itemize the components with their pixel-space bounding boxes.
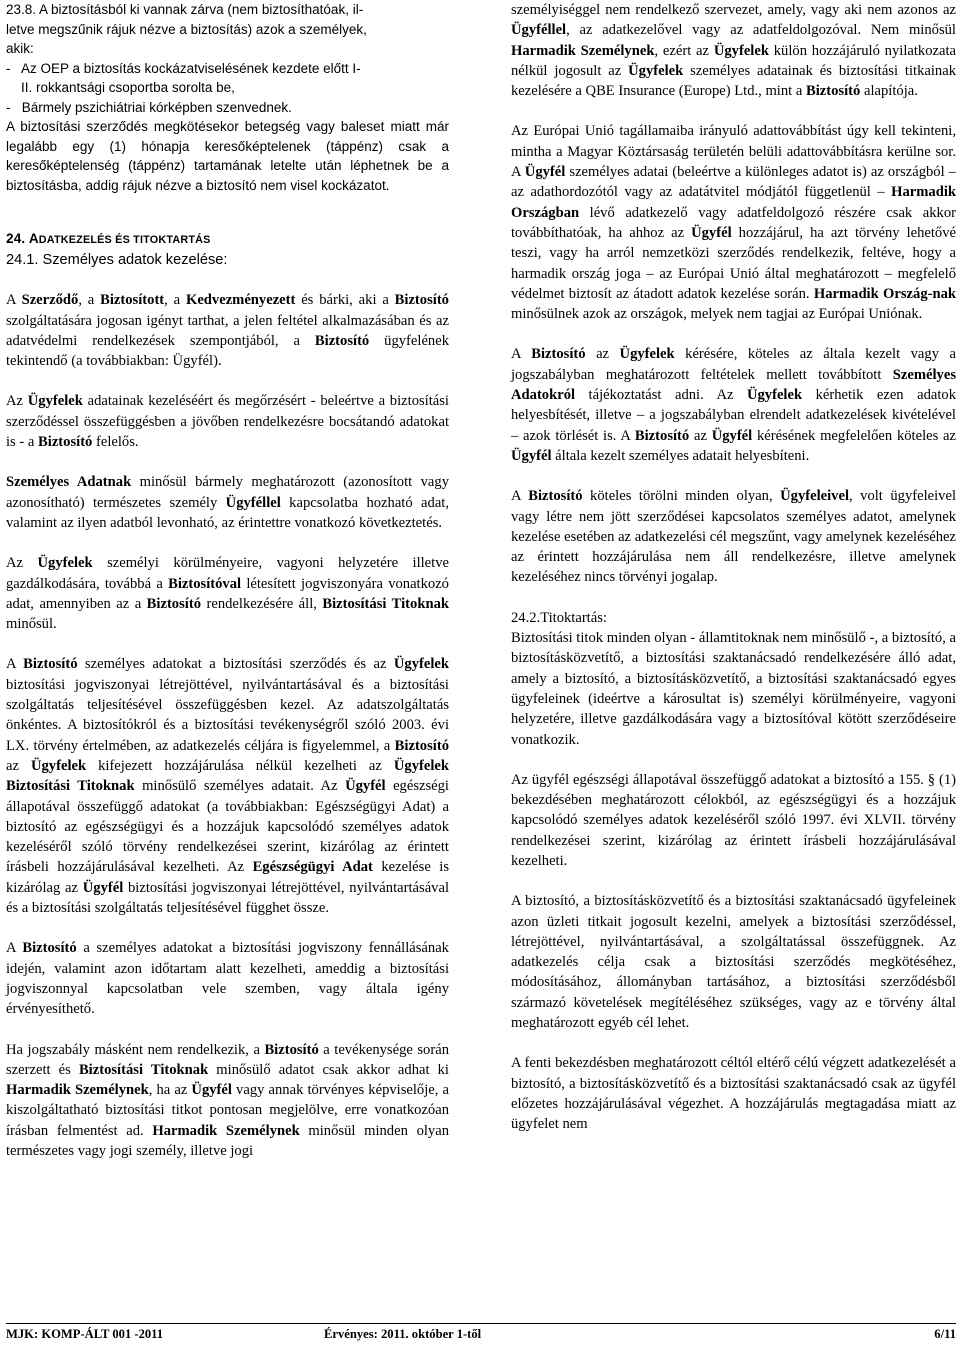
text-run: kezelése is kizárólag az <box>6 859 449 896</box>
subheading-24-1: 24.1. Személyes adatok kezelése: <box>6 252 228 268</box>
text-run: adatainak kezeléséért és megőrzésért - beleértve a biztosítási szerződéssel összefüggésben a jövőben rendelkezésre bocsátandó adatokat is - a <box>6 393 449 451</box>
incapacity-paragraph: A biztosítási szerződés megkötésekor betegség vagy baleset miatt már legalább egy (1) hónapja keresőképtelenek (táppénz) csak a keresőképtelenség (táppénz) tartamának letelte után léphetnek be a biztosításba, addig rájuk nézve a biztosító nem visel kockázatot. <box>6 119 449 193</box>
text-run: szolgáltatására jogosan igényt tarthat, a jelen feltétel alkalmazásában és az adatvédelmi rendelkezések szempontjából, a <box>6 312 449 349</box>
bold-term: Biztosítási Titoknak <box>78 1061 209 1078</box>
text-run: általa kezelt személyes adatait helyesbíteni. <box>551 447 810 464</box>
text-run: A <box>511 488 529 505</box>
bold-term: Biztosító <box>22 940 77 957</box>
bold-term: Ügyfelek <box>746 387 803 404</box>
bold-term: Harmadik Személynek <box>511 42 655 59</box>
exclusion-line-5: II. rokkantsági csoportba sorolta be, <box>6 80 235 95</box>
bold-term: Biztosítóval <box>168 575 242 592</box>
text-run: minősülő személyes adatait. Az <box>134 778 346 795</box>
text-run: A <box>6 292 22 309</box>
third-party-continuation-paragraph <box>511 0 956 101</box>
bold-term: Biztosító <box>264 1041 319 1058</box>
heading-number: 24. <box>6 231 26 246</box>
text-run: , az adatkezelővel vagy az adatfeldolgozóval. Nem minősül <box>566 22 956 39</box>
bold-term: Biztosító <box>634 427 690 444</box>
text-run: és bárki, aki a <box>295 292 395 309</box>
document-code: MJK: KOMP-ÁLT 001 -2011 <box>6 1327 164 1341</box>
data-responsibility-paragraph <box>6 391 449 452</box>
bold-term: Szerződő <box>21 292 79 309</box>
text-run: felelős. <box>92 434 139 451</box>
heading-title-initial: A <box>28 231 39 246</box>
left-column <box>6 0 449 1161</box>
text-run: az <box>6 757 31 774</box>
text-run: vagy annak törvényes képviselője, a kiszolgáltatható biztosítási titkot pontosan megjelölve, erre vonatkozóan írásban felmentést ad. <box>6 1082 449 1139</box>
personal-data-definition-paragraph <box>6 472 449 533</box>
text-run: biztosítási jogviszonyai létrejöttével, nyilvántartásával és a biztosítási szolgáltatás teljesítésével összefüggésben kezel. Az adatszolgáltatás önkéntes. A biztosítókról és a biztosítási tevékenységről szóló 2003. évi LX. törvény értelmében, az adatkezelés céljára is figyelemmel, a <box>6 676 449 754</box>
bold-term: Biztosító <box>528 488 583 505</box>
bold-term: Harmadik Személynek <box>6 1082 149 1099</box>
text-run: kifejezett hozzájárulása nélkül kezelheti az <box>86 757 394 774</box>
health-data-paragraph <box>511 770 956 871</box>
text-run: , a <box>164 292 186 309</box>
text-run: Az <box>6 393 28 410</box>
bold-term: Biztosító <box>146 595 201 612</box>
retention-paragraph <box>6 938 449 1019</box>
text-run: A <box>511 346 532 363</box>
text-run: kérhetik ezen adatok helyesbítését, illetve – a jogszabályban elrendelt adatkezelések kivételével – azok törlését is. A <box>511 387 956 444</box>
bold-term: Ügyfelek <box>37 555 93 572</box>
bold-term: Biztosító <box>394 292 449 309</box>
text-run: A biztosító, a biztosításközvetítő és a biztosítási szaktanácsadó ügyfeleinek azon üzleti titkait jogosult kezelni, amelyek a biztosítási szerződéssel, létrejöttével, nyilvántartásával, a szolgáltatással összefüggnek. Az adatkezelés célja csak a biztosítási szerződés megkötéséhez, módosításához, állományban tartásához, a biztosítási szerződésből származó követelések megítéléséhez szükséges, vagy az e törvény által meghatározott egyéb cél lehet. <box>511 893 956 1032</box>
validity-date: Érvényes: 2011. október 1-től <box>324 1327 482 1341</box>
bold-term: Biztosítási Titoknak <box>322 595 449 612</box>
text-run: lévő adatkezelő vagy adatfeldolgozó részére csak akkor továbbíthatóak, ha ahhoz az <box>511 204 956 241</box>
bold-term: Ügyféllel <box>225 494 281 511</box>
bold-term: Ügyféllel <box>511 22 567 39</box>
text-run: az <box>585 346 620 363</box>
page-number: 6/11 <box>934 1327 956 1341</box>
exclusion-line-4: - Az OEP a biztosítás kockázatviselésének kezdete előtt I- <box>6 60 361 76</box>
text-run: egészségi állapotával összefüggő adatokat (a továbbiakban: Egészségügyi Adat) a biztosító az egészségügyi és a hozzájuk kapcsolódó személyes adatok kezeléséről szóló törvény rendelkezései szerint, kizárólag az érintett írásbeli hozzájárulásával kezelheti. Az <box>6 778 449 876</box>
text-run: a tevékenysége során szerzett és <box>6 1041 449 1078</box>
text-run: kérésének megfelelően köteles az <box>752 427 956 444</box>
text-run: a személyes adatokat a biztosítási jogviszony fennállásának idején, valamint azon időtartam alatt kezelheti, ameddig a biztosítási jogviszonnyal kapcsolatban vele szemben, vagy általa igény érvényesíthető. <box>6 940 449 1018</box>
text-run: kapcsolatba hozható adat, valamint az ilyen adatból levonható, az érintettre vonatkozó következtetés. <box>6 494 449 531</box>
data-processing-paragraph <box>6 654 449 918</box>
bold-term: Ügyfél <box>711 427 753 444</box>
subheading-24-2: 24.2.Titoktartás: <box>511 609 607 626</box>
text-run: , a <box>78 292 101 309</box>
bold-term: Ügyfél <box>691 224 732 241</box>
bold-term: Biztosított <box>100 292 165 309</box>
text-run: személyes adatainak és biztosítási titkainak kezelésére a QBE Insurance (Europe) Ltd., mint a <box>511 62 956 100</box>
deletion-paragraph <box>511 486 956 587</box>
bold-term: Ügyfelek <box>27 393 83 410</box>
bold-term: Biztosító <box>314 332 370 349</box>
exclusion-line-3: akik: <box>6 41 34 56</box>
text-run: A fenti bekezdésben meghatározott céltól eltérő célú végzett adatkezelését a biztosító, a biztosításközvetítő és a biztosítási szaktanácsadó csak az ügyfél előzetes hozzájárulásával végezhet. A hozzájárulás megtagadása miatt az ügyfelet nem <box>511 1055 956 1133</box>
bold-term: Biztosító <box>38 434 93 451</box>
client-definition-paragraph <box>6 290 449 371</box>
bold-term: Harmadik Országban <box>511 184 956 221</box>
text-run: Az ügyfél egészségi állapotával összefüggő adatokat a biztosító a 155. § (1) bekezdésében meghatározott célokból, az egészségügyi és a hozzájuk kapcsolódó személyes adatok kezeléséről szóló 1997. évi XLVII. törvény rendelkezései szerint, kizárólag az érintett írásbeli hozzájárulásával kezelheti. <box>511 771 956 869</box>
bold-term: Biztosító <box>806 83 861 100</box>
text-run: Az <box>6 555 38 572</box>
third-party-disclosure-paragraph <box>6 1040 449 1162</box>
text-run: köteles törölni minden olyan, <box>582 488 781 505</box>
heading-title-rest: DATKEZELÉS ÉS TITOKTARTÁS <box>38 234 211 246</box>
text-run: személyes adatokat a biztosítási szerződés és az <box>77 656 394 673</box>
bold-term: Harmadik Személynek <box>152 1122 300 1139</box>
bold-term: Harmadik Ország-nak <box>813 285 957 302</box>
eu-transfer-paragraph <box>511 121 956 324</box>
bold-term: Ügyfeleivel <box>780 488 850 505</box>
bold-term: Ügyfél <box>524 164 566 181</box>
bold-term: Ügyfelek <box>393 656 449 673</box>
text-run: , volt ügyfeleivel vagy létre nem jött szerződései kapcsolatos személyes adatot, amelynek kezelése esetében az adatkezelési cél megszűnt, vagy amelynek kezeléséhez az érintett hozzájárulása nem áll rendelkezésre, illetve amelynek kezeléséhez nincs törvényi jogalap. <box>511 488 956 586</box>
text-run: , ha az <box>148 1082 192 1099</box>
text-run: minősül bármely meghatározott (azonosított vagy azonosítható) természetes személy <box>6 474 450 511</box>
bold-term: Biztosító <box>23 656 78 673</box>
text-run: , ezért az <box>654 42 714 59</box>
bold-term: Ügyfél <box>191 1082 232 1099</box>
insurance-secret-definition-paragraph <box>6 553 449 634</box>
client-rights-paragraph <box>511 344 956 466</box>
text-run: rendelkezésére áll, <box>201 595 323 612</box>
bold-term: Ügyfelek <box>628 62 684 79</box>
bold-term: Ügyfelek Biztosítási Titoknak <box>6 757 449 795</box>
text-run: létesített jogviszonyára vonatkozó adat, amennyiben az a <box>6 575 449 612</box>
bold-term: Ügyfél <box>82 879 124 896</box>
section-heading-24 <box>6 229 449 250</box>
bold-term: Egészségügyi Adat <box>252 859 373 876</box>
text-run: az <box>689 427 712 444</box>
text-run: minősül. <box>6 616 57 633</box>
text-run: személyiséggel nem rendelkező szervezet, amely, vagy aki nem azonos az <box>511 2 956 18</box>
bold-term: Ügyfelek <box>713 42 769 59</box>
section-23-8 <box>6 0 449 195</box>
bold-term: Személyes Adatokról <box>511 366 956 404</box>
exclusion-line-6: - Bármely pszichiátriai kórképben szenvednek. <box>6 99 292 115</box>
text-run: személyi körülményeire, vagyoni helyzetére illetve gazdálkodására, továbbá a <box>6 555 449 592</box>
text-run: A <box>6 656 24 673</box>
text-run: kérésére, köteles az általa kezelt vagy a jogszabályban meghatározott feltételek mellett továbbított <box>511 346 956 383</box>
bold-term: Ügyfél <box>511 447 552 464</box>
bold-term: Biztosító <box>394 737 449 754</box>
text-run: külön hozzájáruló nyilatkozata nélkül jogosult az <box>511 42 956 79</box>
business-secrets-paragraph <box>511 891 956 1033</box>
bold-term: Biztosító <box>531 346 586 363</box>
exclusion-line-2: letve megszűnik rájuk nézve a biztosítás) azok a személyek, <box>6 21 367 37</box>
text-run: Az Európai Unió tagállamaiba irányuló adattovábbítást úgy kell tekinteni, mintha a Magyar Köztársaság területén belüli adattovábbításra kerülne sor. A <box>511 123 956 181</box>
text-run: Biztosítási titok minden olyan - államtitoknak nem minősülő -, a biztosító, a biztosításközvetítő, a biztosítási szaktanácsadó rendelkezésére álló adat, amely a biztosító, a biztosításközvetítő, a biztosítási szaktanácsadó egyes ügyfeleinek (ideértve a károsultat is) személyi körülményeire, vagyoni helyzetére, illetve gazdálkodására vagy a biztosítóval kötött szerződéseire vonatkozik. <box>511 630 956 748</box>
bold-term: Személyes Adatnak <box>6 474 132 491</box>
exclusion-line-1: 23.8. A biztosításból ki vannak zárva (nem biztosíthatóak, il- <box>6 2 364 17</box>
text-run: hozzájárul, ha azt törvény lehetővé teszi, vagy ha arról nemzetközi szerződés rendelkezik, feltéve, hogy a harmadik ország joga – az Európai Unió által meghatározott – megfelelő védelmet biztosít az átadott adatok kezelése során. <box>511 224 956 302</box>
right-column <box>511 0 956 1135</box>
bold-term: Kedvezményezett <box>185 292 296 309</box>
bold-term: Ügyfelek <box>619 346 675 363</box>
text-run: ügyfelének tekintendő (a továbbiakban: Ügyfél). <box>6 332 449 370</box>
text-run: tájékoztatást adni. Az <box>575 387 747 404</box>
bold-term: Ügyfelek <box>30 757 87 774</box>
text-run: A <box>6 940 23 957</box>
bold-term: Ügyfél <box>345 778 386 795</box>
page-footer <box>6 1323 956 1341</box>
text-run: biztosítási jogviszonyai létrejöttével, nyilvántartásával és a biztosítási szolgáltatás teljesítésével függhet össze. <box>6 879 449 917</box>
consent-paragraph <box>511 1053 956 1134</box>
secrecy-definition-paragraph <box>511 628 956 750</box>
text-run: minősülnek azok az országok, melyek nem tagjai az Európai Uniónak. <box>511 306 923 323</box>
text-run: alapítója. <box>860 83 918 100</box>
text-run: személyes adatai (beleértve a különleges adatot is) az országból – az adathordozótól vagy az adatátvitel módjától függetlenül – <box>511 164 956 201</box>
text-run: Ha jogszabály másként nem rendelkezik, a <box>6 1041 265 1058</box>
text-run: minősül minden olyan természetes vagy jogi személy, illetve jogi <box>6 1122 449 1159</box>
text-run: minősülő adatot csak akkor adhat ki <box>208 1061 449 1078</box>
